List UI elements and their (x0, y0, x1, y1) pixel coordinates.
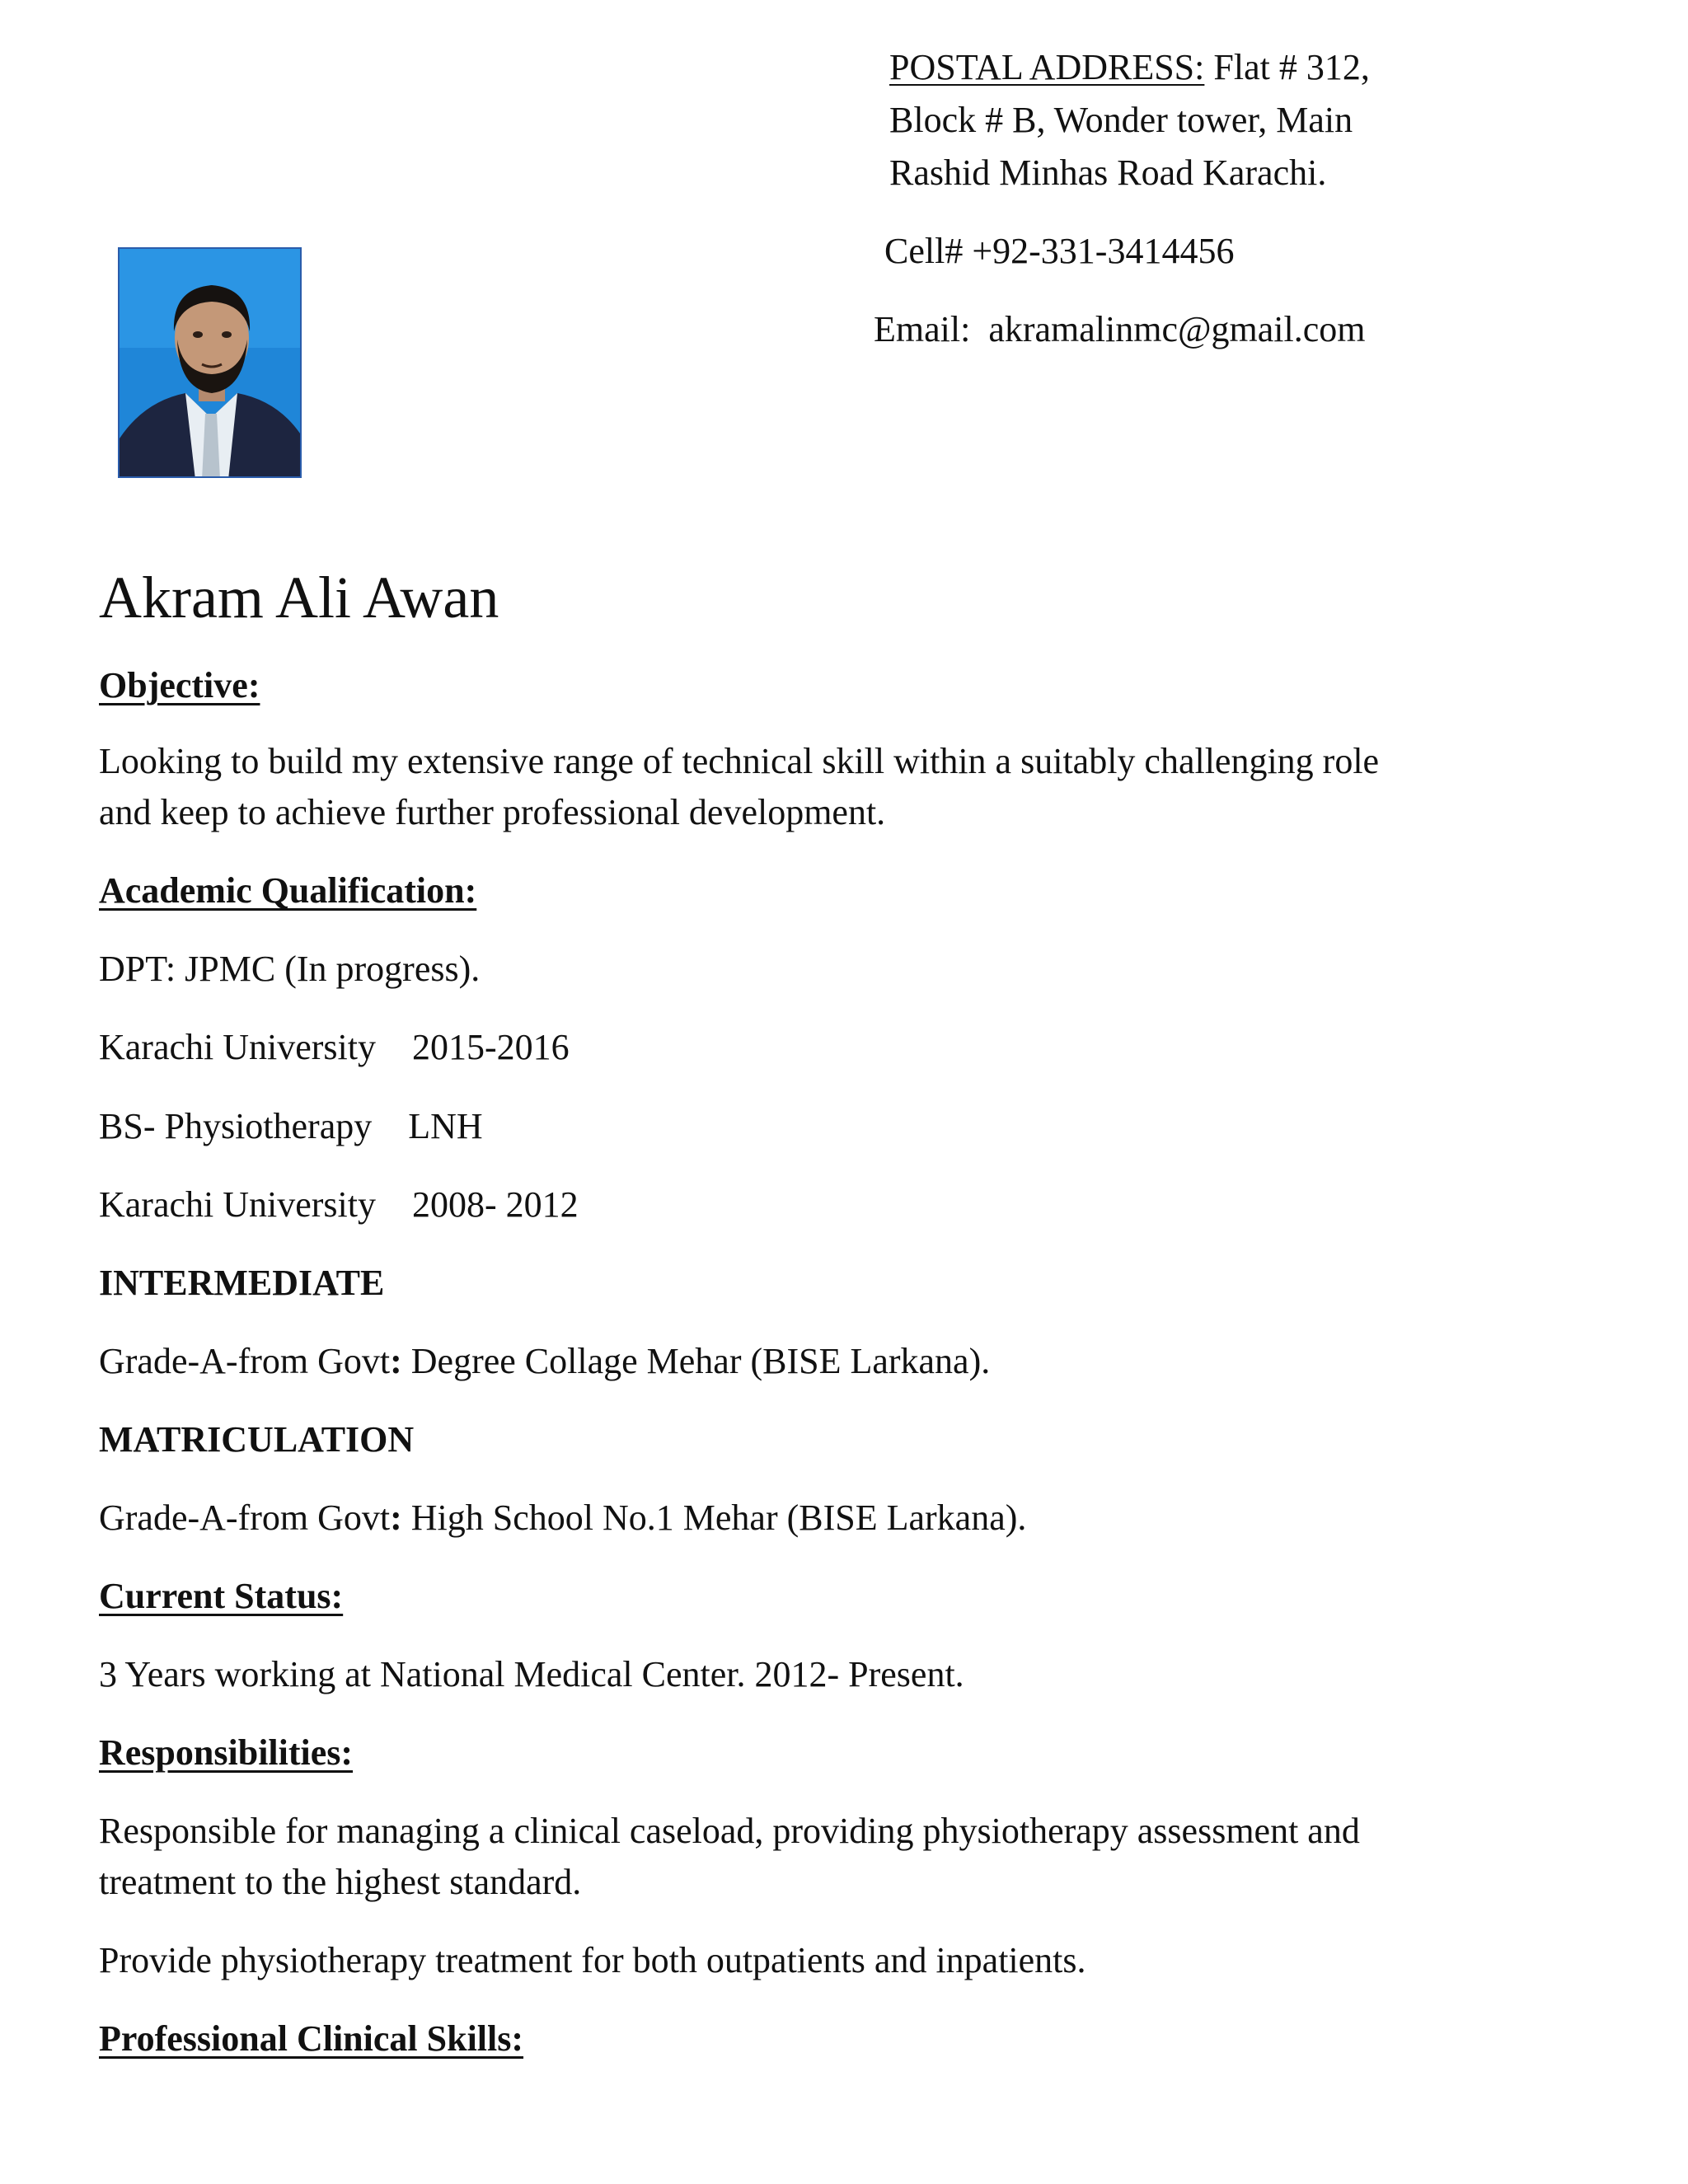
matriculation-detail: Grade-A-from Govt: High School No.1 Mehar (BISE Larkana). (99, 1497, 1027, 1538)
matriculation-heading: MATRICULATION (99, 1419, 415, 1460)
postal-address-flat: Flat # 312, (1213, 47, 1370, 87)
academic-ku-1 (99, 1022, 570, 1073)
academic-ku-2-years: 2008- 2012 (412, 1184, 579, 1225)
intermediate-heading: INTERMEDIATE (99, 1263, 385, 1303)
email-line (874, 303, 1365, 356)
postal-address-line-3: Rashid Minhas Road Karachi. (889, 152, 1327, 193)
email-address: akramalinmc@gmail.com (988, 309, 1366, 349)
intermediate-prefix: Grade-A-from Govt (99, 1341, 391, 1381)
objective-line-2: and keep to achieve further professional development. (99, 792, 886, 832)
responsibilities-line-2: treatment to the highest standard. (99, 1862, 582, 1902)
academic-ku-2 (99, 1179, 579, 1230)
responsibilities-line-3: Provide physiotherapy treatment for both outpatients and inpatients. (99, 1940, 1086, 1980)
objective-heading: Objective: (99, 665, 260, 705)
cell-number: Cell# +92-331-3414456 (884, 231, 1235, 271)
postal-address-line-1 (889, 41, 1370, 94)
skills-heading: Professional Clinical Skills: (99, 2018, 524, 2059)
responsibilities-heading: Responsibilities: (99, 1732, 354, 1773)
academic-bs-inst: LNH (408, 1106, 483, 1146)
objective-line-1: Looking to build my extensive range of technical skill within a suitably challenging role (99, 741, 1380, 781)
academic-bs (99, 1101, 483, 1152)
academic-bs-name: BS- Physiotherapy (99, 1106, 373, 1146)
intermediate-detail: Grade-A-from Govt: Degree Collage Mehar (BISE Larkana). (99, 1341, 991, 1381)
matriculation-prefix: Grade-A-from Govt (99, 1497, 391, 1538)
profile-photo (118, 247, 302, 478)
postal-address (889, 41, 1370, 199)
postal-address-label: POSTAL ADDRESS: (889, 47, 1205, 87)
academic-heading: Academic Qualification: (99, 870, 477, 911)
current-status-heading: Current Status: (99, 1576, 344, 1616)
applicant-name: Akram Ali Awan (99, 565, 499, 630)
postal-address-line-2: Block # B, Wonder tower, Main (889, 100, 1353, 140)
person-photo-icon (120, 249, 302, 478)
matriculation-institution: High School No.1 Mehar (BISE Larkana). (410, 1497, 1027, 1538)
email-label: Email: (874, 309, 971, 349)
academic-ku-2-name: Karachi University (99, 1184, 376, 1225)
responsibilities-line-1: Responsible for managing a clinical caseload, providing physiotherapy assessment and (99, 1811, 1360, 1851)
intermediate-institution: Degree Collage Mehar (BISE Larkana). (410, 1341, 991, 1381)
current-status-text: 3 Years working at National Medical Center. 2012- Present. (99, 1654, 964, 1694)
academic-ku-1-name: Karachi University (99, 1027, 376, 1067)
academic-dpt: DPT: JPMC (In progress). (99, 949, 481, 989)
academic-ku-1-years: 2015-2016 (412, 1027, 570, 1067)
